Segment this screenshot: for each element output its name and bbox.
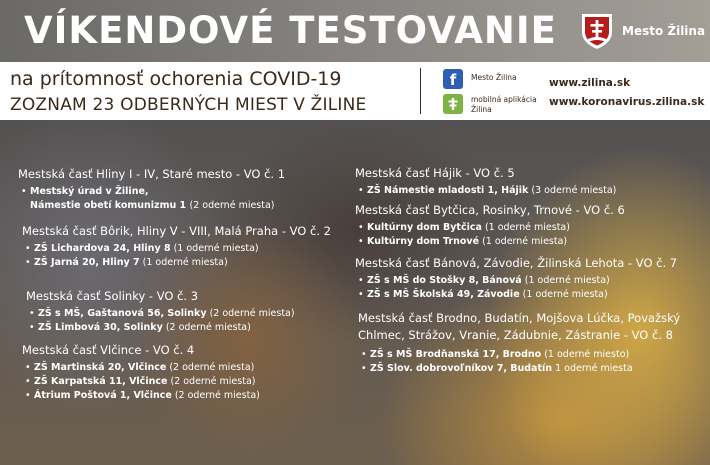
- district-title: Mestská časť Vlčince - VO č. 4: [22, 343, 195, 357]
- brand-name: Mesto Žilina: [622, 24, 706, 38]
- district-title: Mestská časť Bytčica, Rosinky, Trnové - VO č. 6: [355, 203, 625, 217]
- site-list: [26, 307, 295, 335]
- city-crest-icon: [580, 12, 614, 50]
- title-band: [0, 0, 710, 62]
- district-title: Mestská časť Bôrik, Hliny V - VIII, Malá Praha - VO č. 2: [22, 224, 331, 238]
- district-vo4: [22, 343, 260, 403]
- district-vo8: [358, 310, 688, 376]
- district-vo1: [18, 167, 285, 213]
- mobile-app-icon[interactable]: [443, 94, 463, 114]
- site-list: [358, 348, 688, 376]
- list-item: • ZŠ Námestie mladosti 1, Hájik (3 oderné miesta): [355, 184, 616, 198]
- district-vo7: [355, 256, 677, 302]
- site-list: [355, 274, 677, 302]
- site-list: [18, 185, 285, 213]
- city-brand[interactable]: [580, 12, 705, 50]
- list-item: • ZŠ Jarná 20, Hliny 7 (1 oderné miesta): [22, 256, 331, 270]
- list-item: • ZŠ s MŠ Brodňanská 17, Brodno (1 oderné miesto): [358, 348, 688, 362]
- district-title: Mestská časť Bánová, Závodie, Žilinská Lehota - VO č. 7: [355, 256, 678, 270]
- facebook-label[interactable]: Mesto Žilina: [471, 73, 517, 82]
- divider: [420, 68, 421, 114]
- district-title: Mestská časť Brodno, Budatín, Mojšova Lúčka, Považský Chlmec, Strážov, Vranie, Zádubnie, Zástranie - VO č. 8: [358, 311, 681, 342]
- subtitle-list: ZOZNAM 23 ODBERNÝCH MIEST V ŽILINE: [10, 95, 367, 115]
- list-item: • ZŠ s MŠ do Stošky 8, Bánová (1 oderné miesta): [355, 274, 677, 288]
- district-title: Mestská časť Solinky - VO č. 3: [26, 289, 199, 303]
- list-item: • ZŠ s MŠ Školská 49, Závodie (1 oderné miesta): [355, 288, 677, 302]
- district-title: Mestská časť Hájik - VO č. 5: [355, 166, 515, 180]
- website-link-zilina[interactable]: www.zilina.sk: [549, 77, 631, 89]
- district-vo5: [355, 166, 616, 198]
- list-item: • Átrium Poštová 1, Vlčince (2 oderné miesta): [22, 389, 260, 403]
- list-item: • ZŠ Limbová 30, Solinky (2 oderné miesta): [26, 321, 295, 335]
- list-item: • Kultúrny dom Bytčica (1 oderné miesta): [355, 221, 625, 235]
- district-vo6: [355, 203, 625, 249]
- district-vo3: [26, 289, 295, 335]
- site-list: [22, 361, 260, 403]
- website-link-koronavirus[interactable]: www.koronavirus.zilina.sk: [549, 96, 705, 108]
- list-item: • ZŠ s MŠ, Gaštanová 56, Solinky (2 oderné miesta): [26, 307, 295, 321]
- mobile-app-label[interactable]: mobilná aplikácia Žilina: [471, 95, 537, 114]
- site-list: [22, 242, 331, 270]
- list-item: • ZŠ Slov. dobrovoľníkov 7, Budatín 1 oderné miesta: [358, 362, 688, 376]
- list-item: • ZŠ Martinská 20, Vlčince (2 oderné miesta): [22, 361, 260, 375]
- list-item: • ZŠ Karpatská 11, Vlčince (2 oderné miesta): [22, 375, 260, 389]
- district-vo2: [22, 224, 331, 270]
- list-item: • Kultúrny dom Trnové (1 oderné miesta): [355, 235, 625, 249]
- site-list: [355, 184, 616, 198]
- site-list: [355, 221, 625, 249]
- facebook-icon[interactable]: f: [443, 69, 463, 89]
- district-title: Mestská časť Hliny I - IV, Staré mesto - VO č. 1: [18, 167, 286, 181]
- list-item: • Mestský úrad v Žiline, Námestie obetí komunizmu 1 (2 oderné miesta): [18, 185, 285, 213]
- info-band: [0, 62, 710, 120]
- subtitle-disease: na prítomnosť ochorenia COVID-19: [10, 68, 342, 90]
- page-title: VÍKENDOVÉ TESTOVANIE: [24, 9, 557, 52]
- list-item: • ZŠ Lichardova 24, Hliny 8 (1 oderné miesta): [22, 242, 331, 256]
